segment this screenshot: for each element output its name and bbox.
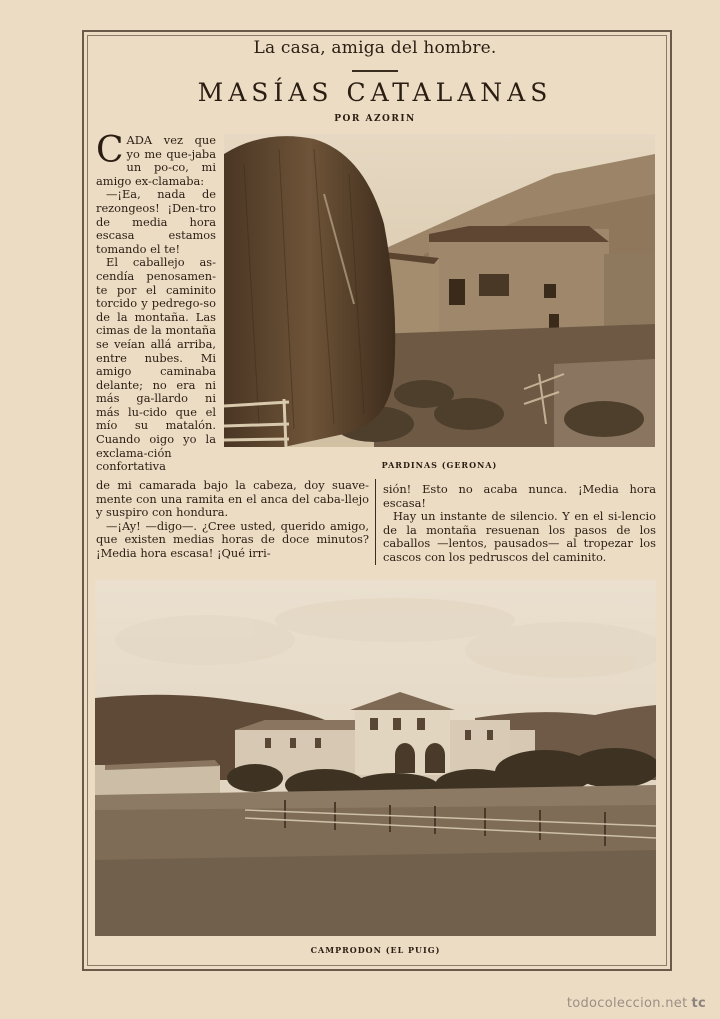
drop-cap: C xyxy=(96,130,124,171)
photo-pardinas-caption: PARDINAS (GERONA) xyxy=(381,460,498,470)
photo-pardinas-image xyxy=(224,134,655,447)
watermark-logo-icon: tc xyxy=(691,996,706,1011)
photo-camprodon-image xyxy=(95,580,656,936)
article-title: MASÍAS CATALANAS xyxy=(197,78,553,107)
paragraph-1-text: ADA vez que yo me que-jaba un po-co, mi amigo ex-clamaba: xyxy=(96,133,216,188)
paragraph-6: sión! Esto no acaba nunca. ¡Media hora escasa! xyxy=(383,482,656,510)
photo-pardinas xyxy=(224,134,655,447)
paragraph-5: —¡Ay! —digo—. ¿Cree usted, querido amigo, que existen medias horas de doce minutos? ¡Media hora escasa! ¡Qué irri- xyxy=(96,518,369,560)
paragraph-1 xyxy=(96,130,216,188)
paragraph-4: de mi camarada bajo la cabeza, doy suave-mente con una ramita en el anca del caba-llejo y suspiro con hondura. xyxy=(96,478,369,520)
text-column-left xyxy=(96,479,369,561)
watermark-text: todocoleccion.net xyxy=(566,996,688,1011)
text-column-narrow xyxy=(96,130,216,474)
article-kicker: La casa, amiga del hombre. xyxy=(253,38,497,58)
photo-camprodon-caption: CAMPRODON (EL PUIG) xyxy=(310,945,441,955)
paragraph-7: Hay un instante de silencio. Y en el si-lencio de la montaña resuenan los pasos de los caballos —lentos, pausados— al tropezar los cascos con los pedruscos del caminito. xyxy=(383,509,656,564)
title-rule xyxy=(352,70,398,72)
photo-camprodon xyxy=(95,580,656,936)
watermark xyxy=(567,996,706,1011)
paragraph-2: —¡Ea, nada de rezongeos! ¡Den-tro de media hora escasa estamos tomando el te! xyxy=(96,187,216,256)
article-byline: POR AZORIN xyxy=(334,114,416,124)
column-divider xyxy=(375,479,376,565)
text-column-right xyxy=(383,483,656,565)
paragraph-3: El caballejo as-cendía penosamen-te por el caminito torcido y pedrego-so de la montaña. Las cimas de la montaña se veían allá arriba, entre nubes. Mi amigo caminaba delante; no era ni más ga-llardo ni más lu-cido que el mío su matalón. Cuando oigo yo la exclama-ción confortativa xyxy=(96,255,216,474)
